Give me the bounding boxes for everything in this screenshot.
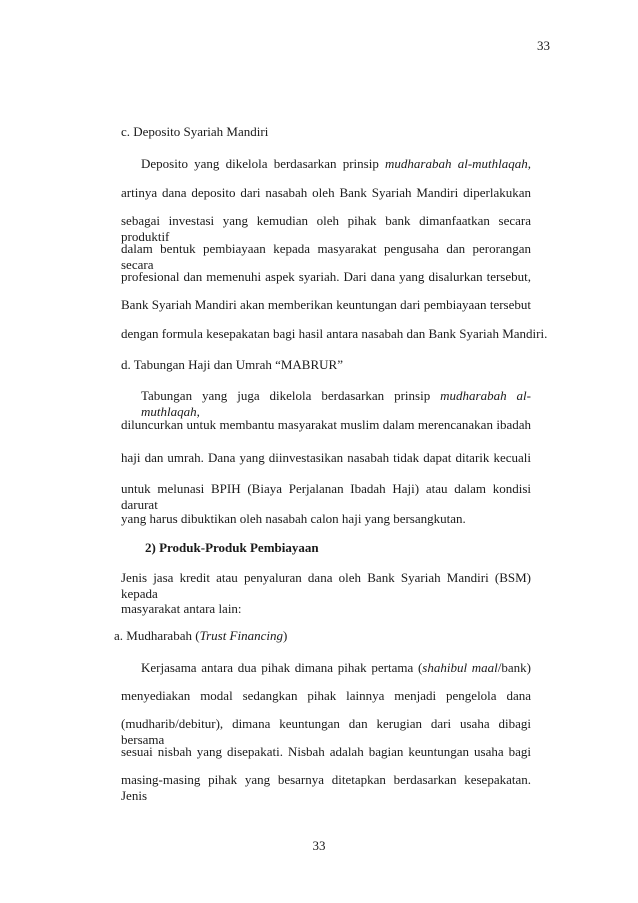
deposito-heading: c. Deposito Syariah Mandiri: [121, 124, 269, 139]
haji-heading: d. Tabungan Haji dan Umrah “MABRUR”: [121, 357, 343, 372]
paragraph-line: yang harus dibuktikan oleh nasabah calon haji yang bersangkutan.: [121, 511, 466, 526]
paragraph-line: Deposito yang dikelola berdasarkan prinsip mudharabah al-muthlaqah,: [141, 156, 532, 171]
page-number-bottom: 33: [312, 838, 326, 853]
paragraph-line: Bank Syariah Mandiri akan memberikan keuntungan dari pembiayaan tersebut: [121, 297, 531, 312]
paragraph-line: masing-masing pihak yang besarnya ditetapkan berdasarkan kesepakatan. Jenis: [121, 772, 531, 803]
paragraph-line: artinya dana deposito dari nasabah oleh Bank Syariah Mandiri diperlakukan: [121, 185, 531, 200]
paragraph-line: dalam bentuk pembiayaan kepada masyarakat pengusaha dan perorangan secara: [121, 241, 531, 272]
pembiayaan-heading: 2) Produk-Produk Pembiayaan: [145, 540, 319, 555]
paragraph-line: untuk melunasi BPIH (Biaya Perjalanan Ibadah Haji) atau dalam kondisi darurat: [121, 481, 531, 512]
paragraph-line: Tabungan yang juga dikelola berdasarkan prinsip mudharabah al-muthlaqah,: [141, 388, 532, 419]
paragraph-line: menyediakan modal sedangkan pihak lainnya menjadi pengelola dana: [121, 688, 531, 703]
paragraph-line: Jenis jasa kredit atau penyaluran dana oleh Bank Syariah Mandiri (BSM) kepada: [121, 570, 531, 601]
mudharabah-heading: a. Mudharabah (Trust Financing): [114, 628, 288, 643]
paragraph-line: haji dan umrah. Dana yang diinvestasikan nasabah tidak dapat ditarik kecuali: [121, 450, 531, 465]
paragraph-line: sebagai investasi yang kemudian oleh pihak bank dimanfaatkan secara produktif: [121, 213, 531, 244]
paragraph-line: masyarakat antara lain:: [121, 601, 242, 616]
paragraph-line: diluncurkan untuk membantu masyarakat muslim dalam merencanakan ibadah: [121, 417, 531, 432]
paragraph-line: dengan formula kesepakatan bagi hasil antara nasabah dan Bank Syariah Mandiri.: [121, 326, 548, 341]
paragraph-line: sesuai nisbah yang disepakati. Nisbah adalah bagian keuntungan usaha bagi: [121, 744, 531, 759]
paragraph-line: (mudharib/debitur), dimana keuntungan dan kerugian dari usaha dibagi bersama: [121, 716, 531, 747]
paragraph-line: profesional dan memenuhi aspek syariah. Dari dana yang disalurkan tersebut,: [121, 269, 531, 284]
page-number-top: 33: [537, 38, 550, 53]
paragraph-line: Kerjasama antara dua pihak dimana pihak pertama (shahibul maal/bank): [141, 660, 531, 675]
